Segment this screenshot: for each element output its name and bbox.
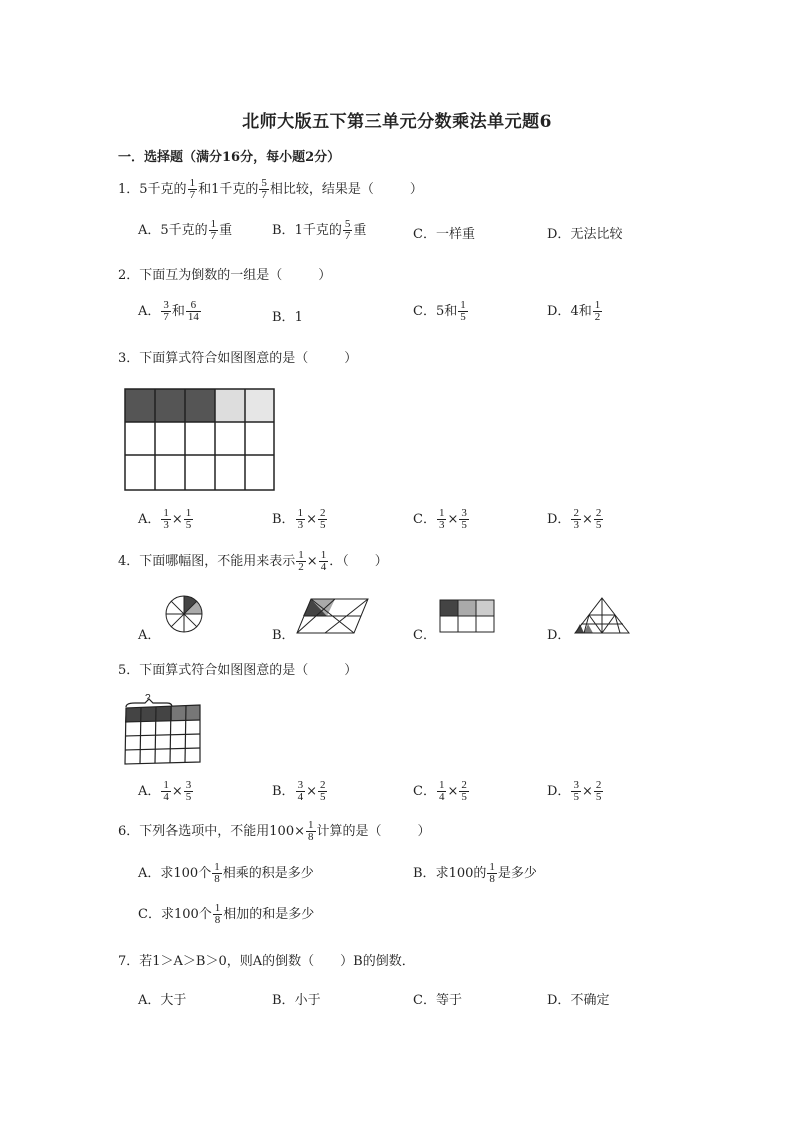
q1-option-d[interactable]: D．无法比较 [547,227,623,242]
q7-option-c[interactable]: C．等于 [413,993,462,1008]
q5-question-mark: ? [145,693,151,704]
q2-option-a[interactable]: A． $\frac{3}{7}$ 和 $\frac{6}{14}$ [138,299,199,323]
q3-option-a[interactable]: A． $\frac{1}{3}$ × $\frac{1}{5}$ [138,507,192,531]
q7-option-d[interactable]: D．不确定 [547,993,610,1008]
question-7: 7．若1＞A＞B＞0，则A的倒数（ ）B的倒数． [118,954,415,969]
q1-option-a[interactable]: A．5千克的 $\frac{1}{7}$ 重 [138,218,233,242]
section-heading: 一．选择题（满分16分，每小题2分） [118,150,341,165]
question-6: 6．下列各选项中，不能用100× $\frac{1}{8}$ 计算的是（ ） [118,819,431,843]
q5-option-a[interactable]: A． $\frac{1}{4}$ × $\frac{3}{5}$ [138,779,192,803]
q5-option-d[interactable]: D． $\frac{3}{5}$ × $\frac{2}{5}$ [547,779,602,803]
q7-option-b[interactable]: B．小于 [272,993,321,1008]
q6-option-a[interactable]: A．求100个 $\frac{1}{8}$ 相乘的积是多少 [138,861,314,885]
q5-grid-figure [123,692,203,768]
q3-grid-figure [124,388,276,492]
q3-option-b[interactable]: B． $\frac{1}{3}$ × $\frac{2}{5}$ [272,507,326,531]
q1-text-2: 和1千克的 [198,182,259,197]
q4-option-a[interactable]: A． [138,628,161,643]
question-2: 2．下面互为倒数的一组是（ ） [118,268,332,283]
q4-circle-figure [164,594,204,634]
q1-fraction-1: $\frac{1}{7}$ [189,177,196,201]
q5-option-c[interactable]: C． $\frac{1}{4}$ × $\frac{2}{5}$ [413,779,467,803]
q1-text-3: 相比较，结果是（ [269,182,374,197]
q3-option-d[interactable]: D． $\frac{2}{3}$ × $\frac{2}{5}$ [547,507,602,531]
q1-option-c[interactable]: C．一样重 [413,227,475,242]
q3-option-c[interactable]: C． $\frac{1}{3}$ × $\frac{3}{5}$ [413,507,467,531]
page-title: 北师大版五下第三单元分数乘法单元题6 [242,112,552,132]
q2-option-d[interactable]: D．4和 $\frac{1}{2}$ [547,299,601,323]
q2-option-c[interactable]: C．5和 $\frac{1}{5}$ [413,299,466,323]
q1-end: ） [409,182,423,197]
q2-option-b[interactable]: B．1 [272,310,303,325]
q6-option-c[interactable]: C．求100个 $\frac{1}{8}$ 相加的和是多少 [138,902,315,926]
q4-option-d[interactable]: D． [547,628,571,643]
q1-text-1: 5千克的 [139,182,187,197]
q6-option-b[interactable]: B．求100的 $\frac{1}{8}$ 是多少 [413,861,537,885]
q1-number: 1． [118,182,140,197]
q4-option-b[interactable]: B． [272,628,295,643]
question-3: 3．下面算式符合如图图意的是（ ） [118,351,358,366]
question-4: 4．下面哪幅图，不能用来表示 $\frac{1}{2}$ × $\frac{1}{4}$ ．（ ） [118,549,388,573]
q1-fraction-2: $\frac{5}{7}$ [261,177,267,201]
q5-option-b[interactable]: B． $\frac{3}{4}$ × $\frac{2}{5}$ [272,779,326,803]
q1-option-b[interactable]: B．1千克的 $\frac{5}{7}$ 重 [272,218,367,242]
question-5: 5．下面算式符合如图图意的是（ ） [118,663,358,678]
q4-parallelogram-figure [296,597,370,635]
q4-option-c[interactable]: C． [413,628,436,643]
q4-rectangle-figure [439,599,495,633]
question-1 [118,178,423,201]
q7-option-a[interactable]: A．大于 [138,993,187,1008]
q4-triangle-figure [574,597,630,635]
